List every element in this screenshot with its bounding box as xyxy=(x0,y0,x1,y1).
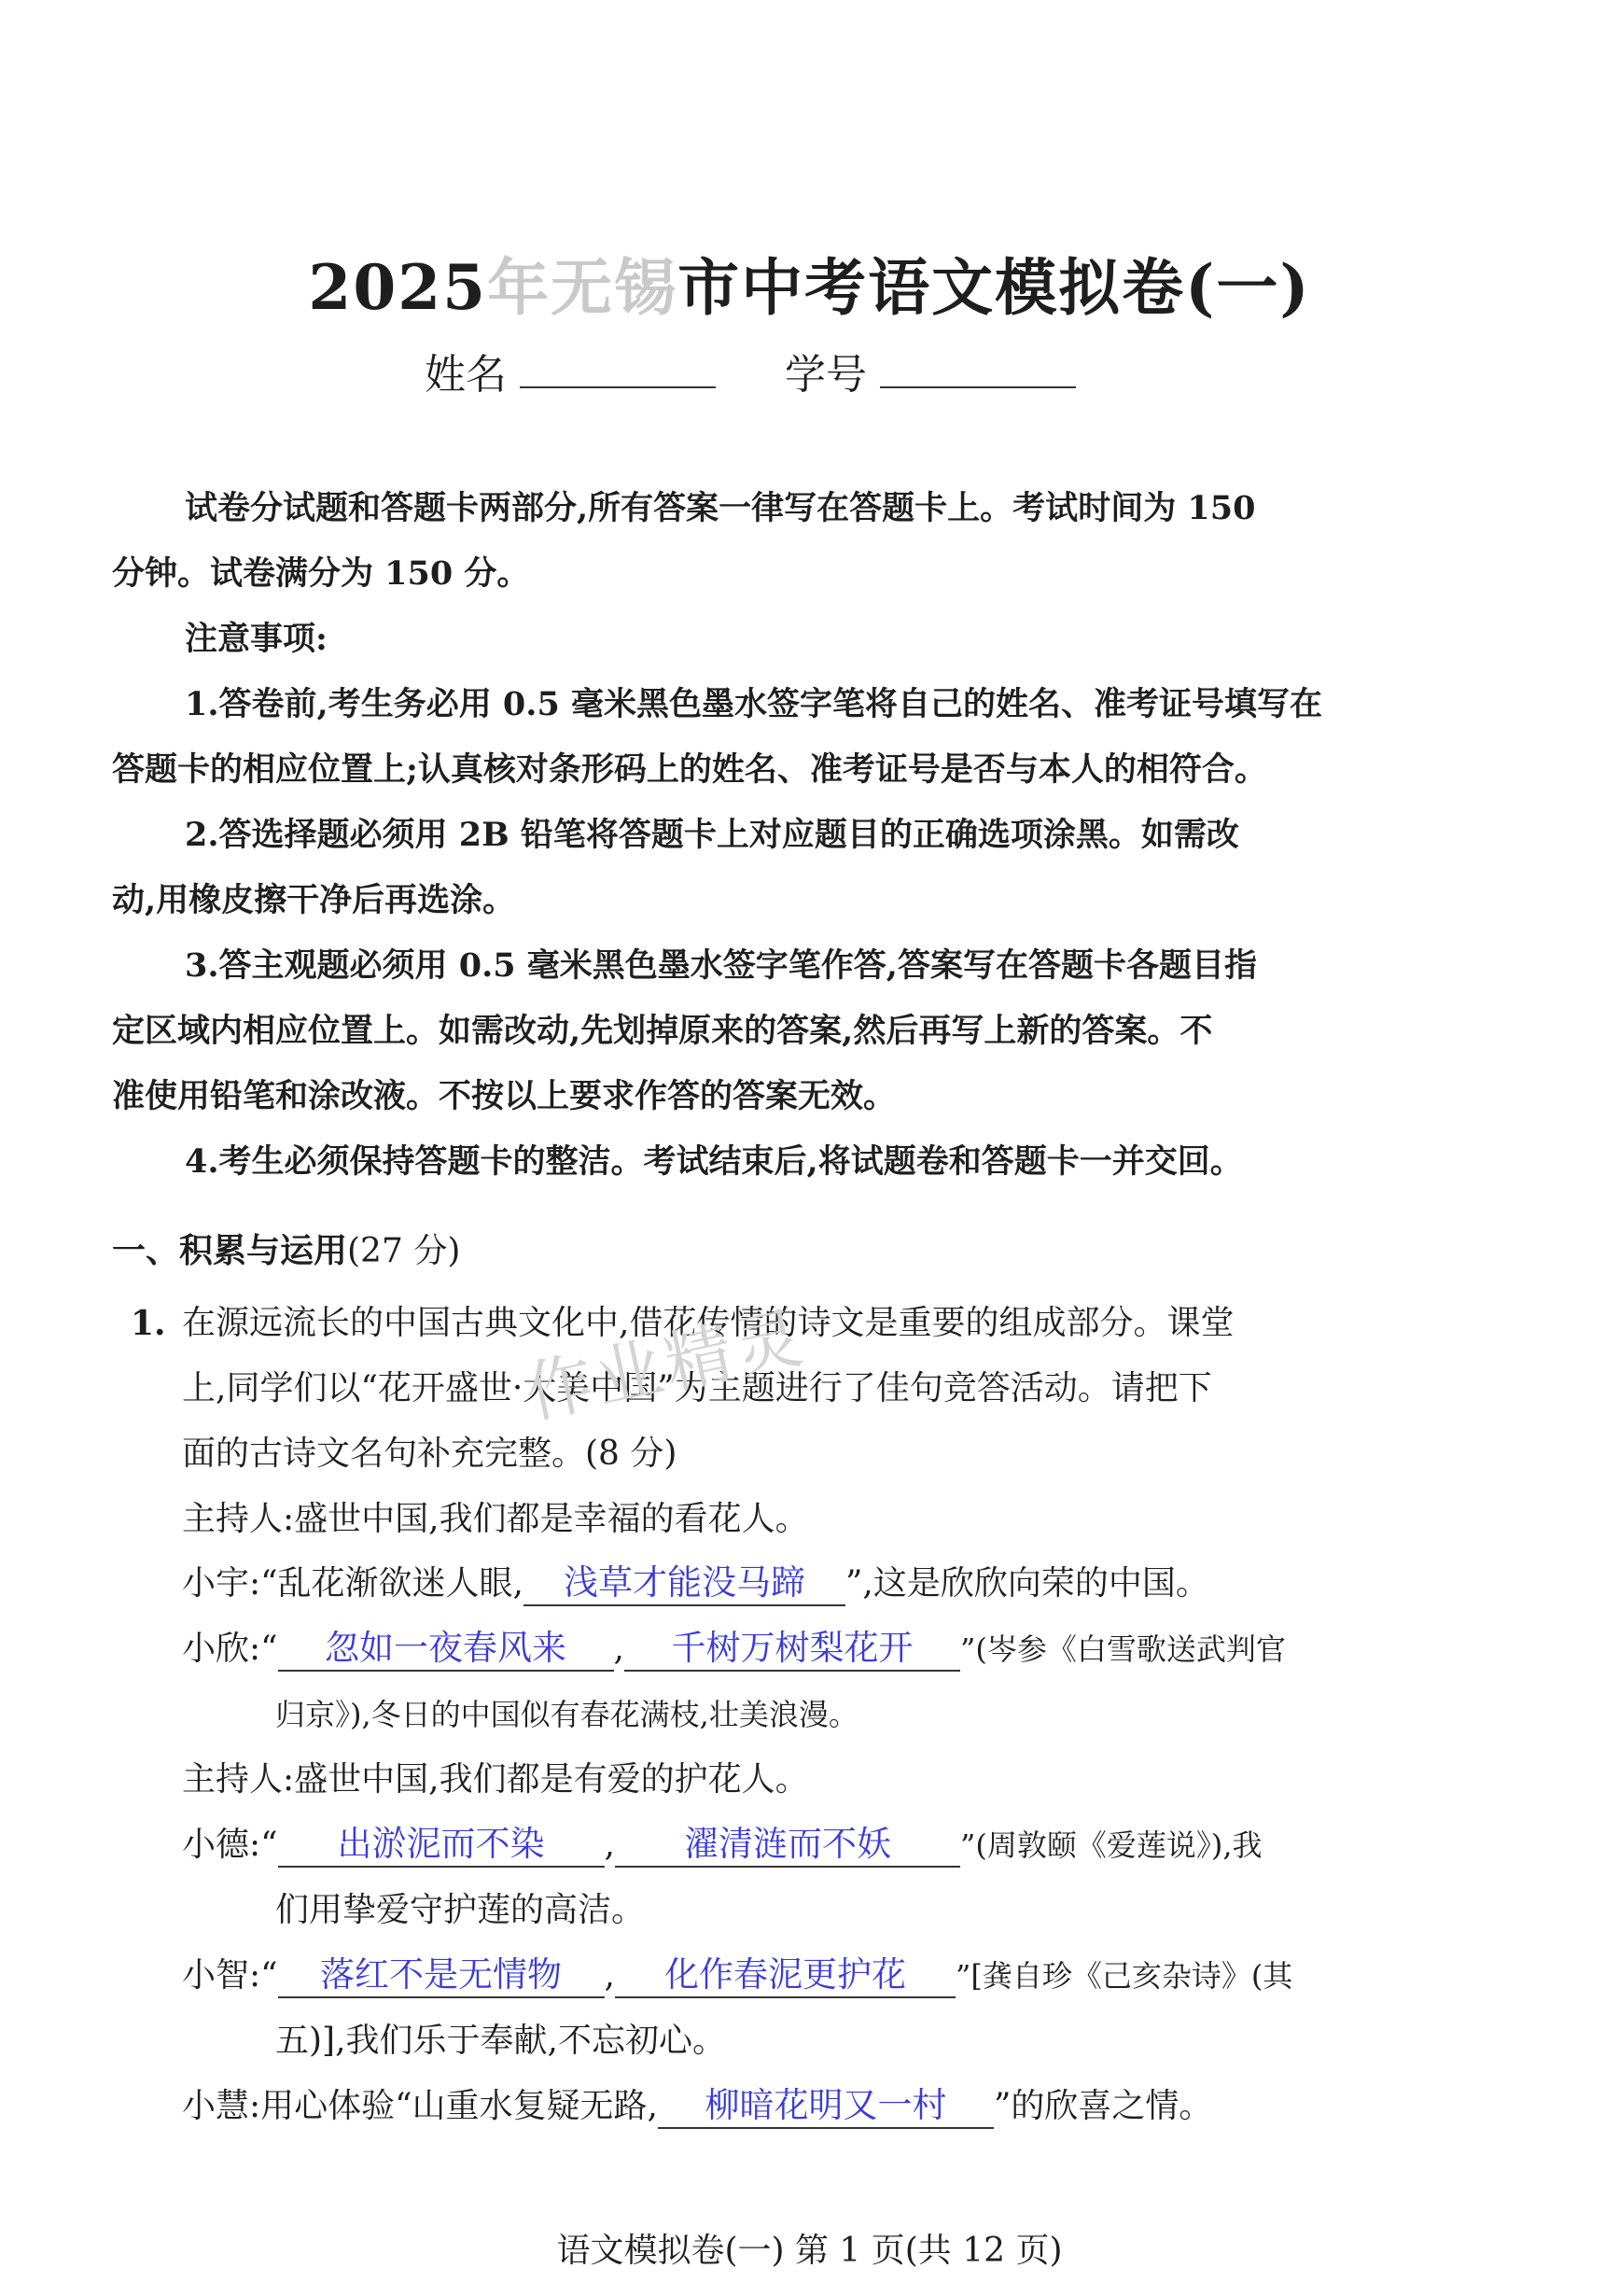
intro-line: 分钟。试卷满分为 150 分。 xyxy=(112,554,530,593)
dialogue-continuation: 们用挚爱守护莲的高洁。 xyxy=(275,1891,646,1929)
dialogue-continuation: 五)],我们乐于奉献,不忘初心。 xyxy=(275,2022,726,2060)
name-label: 姓名 xyxy=(425,351,507,399)
dialogue-text: 小欣:“ xyxy=(182,1630,278,1668)
answer-blank: 柳暗花明又一村 xyxy=(658,2084,994,2129)
title-part: 2025 xyxy=(308,251,488,324)
answer-blank: 浅草才能没马蹄 xyxy=(523,1561,845,1606)
notes-title: 注意事项: xyxy=(185,620,328,658)
answer-blank: 落红不是无情物 xyxy=(278,1953,605,1998)
dialogue-text: 小宇:“乱花渐欲迷人眼, xyxy=(182,1564,523,1603)
note-item: 准使用铅笔和涂改液。不按以上要求作答的答案无效。 xyxy=(112,1077,897,1115)
dialogue-xiaoxin xyxy=(182,1617,1286,1682)
dialogue-text: 小智:“ xyxy=(182,1956,278,1995)
section-heading xyxy=(112,1218,460,1284)
title-part: 市中考语文模拟卷(一) xyxy=(677,251,1311,324)
id-label: 学号 xyxy=(785,351,867,399)
question-stem: 上,同学们以“花开盛世·大美中国”为主题进行了佳句竞答活动。请把下 xyxy=(182,1369,1212,1407)
question-stem: 面的古诗文名句补充完整。(8 分) xyxy=(182,1435,677,1473)
note-item: 3.答主观题必须用 0.5 毫米黑色墨水签字笔作答,答案写在答题卡各题目指 xyxy=(185,946,1257,985)
answer-blank: 出淤泥而不染 xyxy=(278,1823,605,1868)
answer-blank: 濯清涟而不妖 xyxy=(615,1823,960,1868)
source-citation: ”(岑参《白雪歌送武判官 xyxy=(960,1631,1286,1667)
question-number: 1. xyxy=(131,1304,166,1343)
question-stem: 在源远流长的中国古典文化中,借花传情的诗文是重要的组成部分。课堂 xyxy=(182,1304,1235,1342)
dialogue-text: , xyxy=(604,1956,615,1995)
name-id-row xyxy=(425,341,1132,400)
dialogue-text: ”,这是欣欣向荣的中国。 xyxy=(844,1564,1209,1603)
page-title xyxy=(0,238,1619,327)
note-item: 2.答选择题必须用 2B 铅笔将答题卡上对应题目的正确选项涂黑。如需改 xyxy=(185,816,1239,854)
dialogue-xiaozhi xyxy=(182,1943,1292,2009)
title-watermark-part: 年无锡 xyxy=(487,251,678,324)
dialogue-xiaoyu xyxy=(182,1551,1209,1617)
dialogue-text: , xyxy=(604,1826,615,1864)
dialogue-text: 小慧:用心体验“山重水复疑无路, xyxy=(182,2087,658,2125)
host-line: 主持人:盛世中国,我们都是有爱的护花人。 xyxy=(182,1760,809,1799)
answer-blank: 化作春泥更护花 xyxy=(615,1953,956,1998)
note-item: 1.答卷前,考生务必用 0.5 毫米黑色墨水签字笔将自己的姓名、准考证号填写在 xyxy=(185,685,1322,723)
dialogue-text: 归京》),冬日的中国似有春花满枝,壮美浪漫。 xyxy=(275,1697,858,1732)
section-title: 一、积累与运用 xyxy=(112,1231,348,1270)
source-citation: ”(周敦颐《爱莲说》),我 xyxy=(960,1827,1263,1863)
note-item: 动,用橡皮擦干净后再选涂。 xyxy=(112,881,516,919)
name-blank xyxy=(520,349,716,388)
answer-blank: 千树万树梨花开 xyxy=(624,1627,960,1672)
note-item: 答题卡的相应位置上;认真核对条形码上的姓名、准考证号是否与本人的相符合。 xyxy=(112,750,1267,789)
answer-blank: 忽如一夜春风来 xyxy=(278,1627,614,1672)
watermark: 作业精灵 xyxy=(518,1297,813,1434)
dialogue-continuation xyxy=(275,1682,858,1747)
intro-line: 试卷分试题和答题卡两部分,所有答案一律写在答题卡上。考试时间为 150 xyxy=(185,489,1256,527)
note-item: 4.考生必须保持答题卡的整洁。考试结束后,将试题卷和答题卡一并交回。 xyxy=(185,1142,1243,1181)
host-line: 主持人:盛世中国,我们都是幸福的看花人。 xyxy=(182,1500,809,1538)
id-blank xyxy=(880,349,1076,388)
section-score: (27 分) xyxy=(347,1232,461,1270)
dialogue-text: ”的欣喜之情。 xyxy=(993,2087,1213,2125)
dialogue-xiaohui xyxy=(182,2074,1212,2139)
dialogue-text: 小德:“ xyxy=(182,1826,278,1864)
note-item: 定区域内相应位置上。如需改动,先划掉原来的答案,然后再写上新的答案。不 xyxy=(112,1012,1213,1050)
page-footer: 语文模拟卷(一) 第 1 页(共 12 页) xyxy=(556,2232,1063,2270)
dialogue-text: , xyxy=(613,1630,624,1668)
dialogue-xiaode xyxy=(182,1813,1263,1878)
source-citation: ”[龚自珍《己亥杂诗》(其 xyxy=(956,1958,1293,1994)
